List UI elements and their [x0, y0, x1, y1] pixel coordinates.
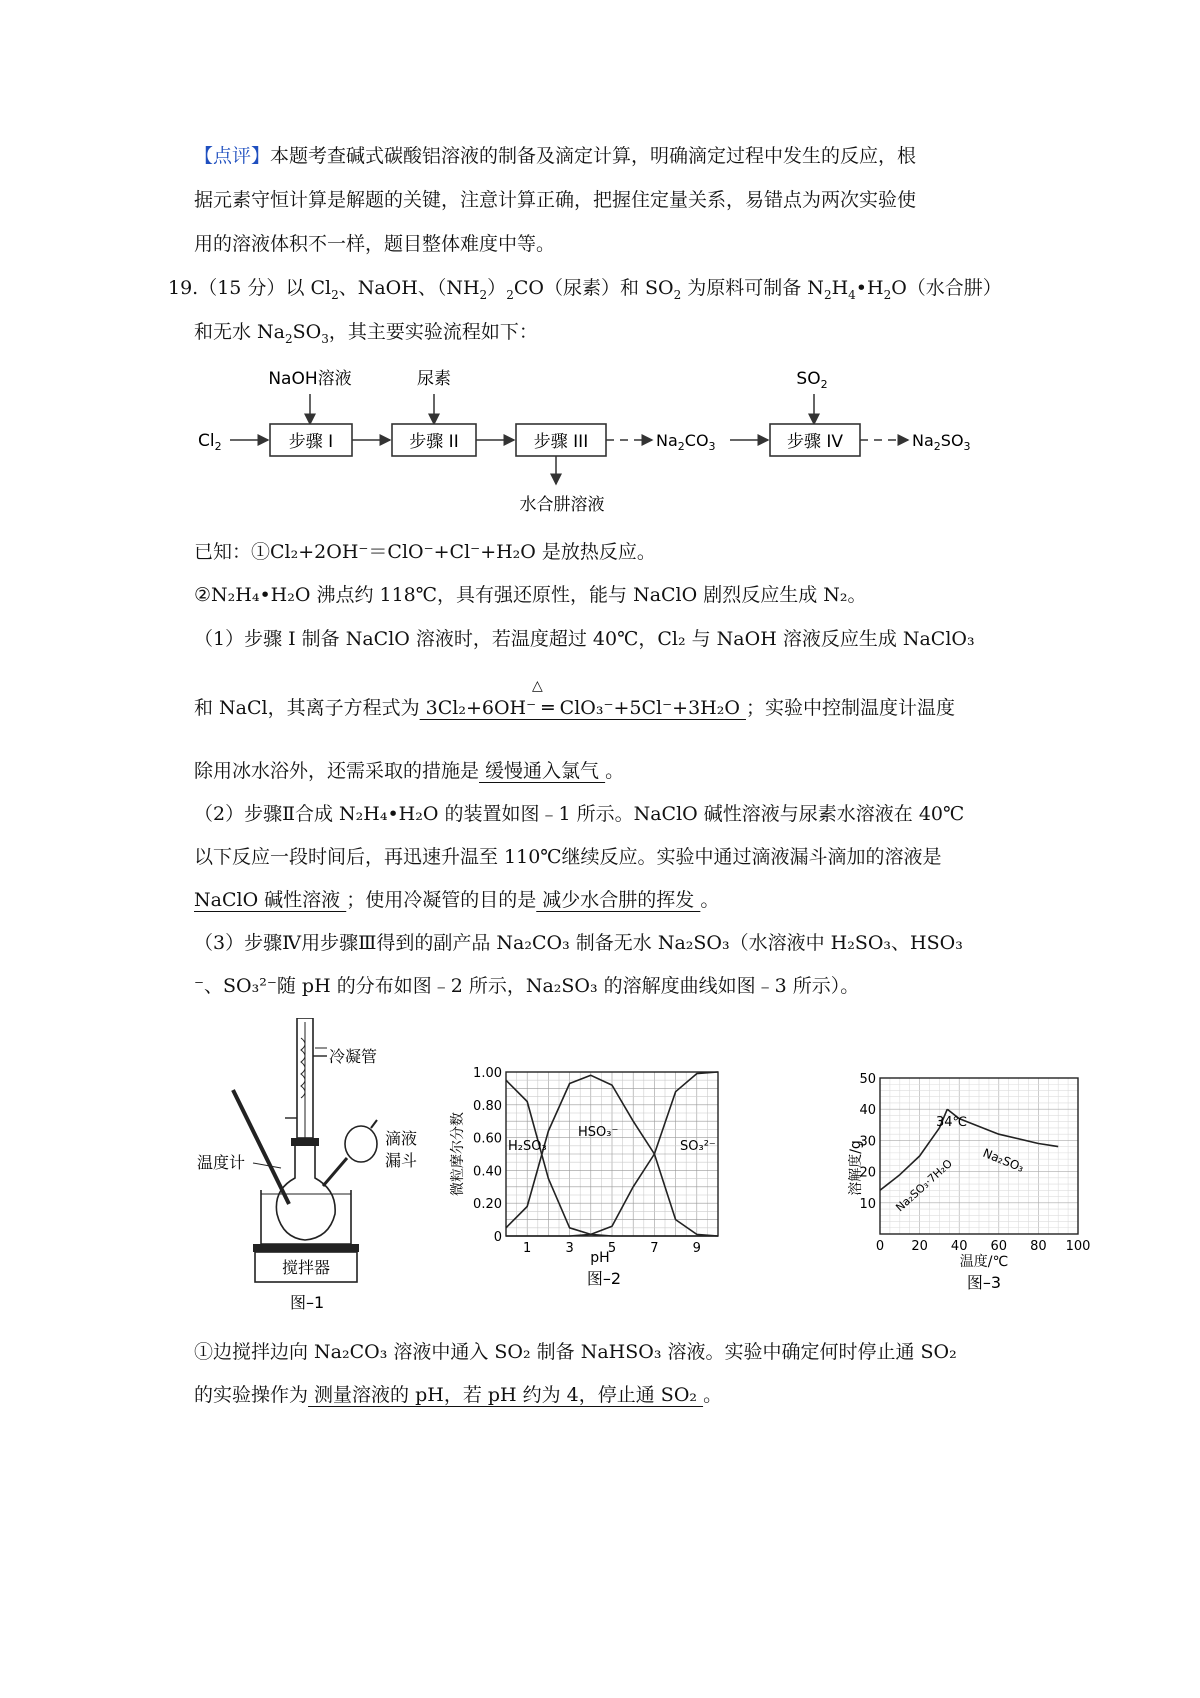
- figure-2-distribution-chart: [448, 1064, 738, 1294]
- known-line-1: 已知：①Cl₂+2OH⁻＝ClO⁻+Cl⁻+H₂O 是放热反应。: [194, 541, 656, 563]
- heat-symbol: △: [532, 678, 543, 694]
- fig3-peak-label: 34℃: [936, 1115, 968, 1130]
- fig3-curve-label-anhydrous: Na₂SO₃: [980, 1145, 1027, 1175]
- so2-label: $SO_2$: [796, 369, 828, 391]
- answer-condenser-purpose: 减少水合肼的挥发: [536, 889, 701, 911]
- step1-label: 步骤 I: [288, 432, 334, 452]
- hydrazine-product-label: 水合肼溶液: [519, 495, 605, 515]
- fig2-ytick-label: 0.60: [473, 1131, 502, 1147]
- fig2-ytick-label: 0: [493, 1230, 502, 1245]
- naoh-label: NaOH溶液: [268, 369, 352, 389]
- comment-line-2: 据元素守恒计算是解题的关键，注意计算正确，把握住定量关系，易错点为两次实验使: [194, 189, 917, 211]
- fig3-xtick-label: 60: [990, 1239, 1008, 1254]
- part1-line-3: 除用冰水浴外，还需采取的措施是 缓慢通入氯气 。: [194, 760, 625, 782]
- figure-3-solubility-chart: [848, 1058, 1098, 1298]
- fig2-series-label-so3: SO₃²⁻: [680, 1139, 716, 1154]
- part1-line-2: 和 NaCl，其离子方程式为 3Cl₂+6OH⁻ ═ ClO₃⁻+5Cl⁻+3H₂O ；实验中控制温度计温度: [194, 697, 955, 719]
- comment-line-1: 【点评】本题考查碱式碳酸铝溶液的制备及滴定计算，明确滴定过程中发生的反应，根: [194, 145, 917, 167]
- stirrer-label: 搅拌器: [281, 1258, 331, 1277]
- question-number: 19.: [168, 277, 199, 299]
- step3-label: 步骤 III: [533, 432, 589, 452]
- fig2-xtick-label: 9: [692, 1241, 701, 1256]
- fig3-xlabel: 温度/℃: [959, 1254, 1009, 1270]
- fig3-xtick-label: 40: [950, 1239, 968, 1254]
- part3-line-1: （3）步骤Ⅳ用步骤Ⅲ得到的副产品 Na₂CO₃ 制备无水 Na₂SO₃（水溶液中 H₂SO₃、HSO₃: [194, 932, 963, 954]
- part2-line-1: （2）步骤Ⅱ合成 N₂H₄•H₂O 的装置如图﹣1 所示。NaClO 碱性溶液与尿素水溶液在 40℃: [194, 803, 965, 825]
- answer-ionic-equation: 3Cl₂+6OH⁻ ═ ClO₃⁻+5Cl⁻+3H₂O: [419, 697, 746, 719]
- fig3-ytick-label: 50: [859, 1072, 876, 1087]
- fig3-xtick-label: 100: [1065, 1239, 1091, 1254]
- fig3-ytick-label: 30: [859, 1134, 876, 1150]
- answer-stop-so2: 测量溶液的 pH，若 pH 约为 4，停止通 SO₂: [308, 1384, 704, 1406]
- urea-label: 尿素: [417, 369, 451, 389]
- thermometer-label: 温度计: [197, 1153, 246, 1172]
- fig2-ylabel: 微粒摩尔分数: [450, 1112, 466, 1196]
- fig2-xtick-label: 7: [650, 1241, 659, 1256]
- part3-q1-line-1: ①边搅拌边向 Na₂CO₃ 溶液中通入 SO₂ 制备 NaHSO₃ 溶液。实验中确定何时停止通 SO₂: [194, 1341, 957, 1363]
- comment-tag: 【点评】: [194, 145, 271, 167]
- fig3-ylabel: 溶解度/g: [848, 1140, 864, 1196]
- step2-label: 步骤 II: [409, 432, 459, 452]
- fig2-grid: [506, 1072, 718, 1236]
- part2-line-3: NaClO 碱性溶液 ；使用冷凝管的目的是 减少水合肼的挥发 。: [194, 889, 720, 911]
- step4-label: 步骤 IV: [786, 432, 844, 452]
- fig2-xtick-label: 3: [565, 1241, 574, 1256]
- part2-line-2: 以下反应一段时间后，再迅速升温至 110℃继续反应。实验中通过滴液漏斗滴加的溶液是: [194, 846, 942, 868]
- fig2-xtick-label: 5: [607, 1241, 617, 1256]
- process-flow-diagram: [190, 358, 990, 518]
- fig2-ytick-label: 0.40: [473, 1164, 502, 1180]
- fig2-ytick-label: 1.00: [473, 1066, 502, 1081]
- funnel-label-1: 滴液: [385, 1129, 418, 1148]
- question-line-2: 和无水 $Na_2SO_3$，其主要实验流程如下：: [194, 321, 538, 346]
- part3-q1-line-2: 的实验操作为 测量溶液的 pH，若 pH 约为 4，停止通 SO₂ 。: [194, 1384, 723, 1406]
- fig3-ytick-label: 40: [859, 1103, 876, 1119]
- part3-line-2: ⁻、SO₃²⁻随 pH 的分布如图﹣2 所示，Na₂SO₃ 的溶解度曲线如图﹣3 所示）。: [194, 975, 860, 997]
- fig3-xtick-label: 20: [911, 1239, 928, 1254]
- fig2-ytick-label: 0.20: [473, 1197, 502, 1213]
- fig2-caption: 图–2: [586, 1269, 622, 1288]
- comment-line-3: 用的溶液体积不一样，题目整体难度中等。: [194, 233, 556, 255]
- fig3-ytick-label: 20: [859, 1165, 876, 1181]
- fig3-curve-label-hydrate: Na₂SO₃·7H₂O: [893, 1156, 955, 1215]
- part1-line-1: （1）步骤 I 制备 NaClO 溶液时，若温度超过 40℃，Cl₂ 与 NaOH 溶液反应生成 NaClO₃: [194, 628, 975, 650]
- answer-measure: 缓慢通入氯气: [479, 760, 606, 782]
- known-line-2: ②N₂H₄•H₂O 沸点约 118℃，具有强还原性，能与 NaClO 剧烈反应生成 N₂。: [194, 584, 867, 606]
- fig2-ytick-label: 0.80: [473, 1098, 502, 1114]
- fig2-series-label-h2so3: H₂SO₃: [508, 1139, 547, 1154]
- na2co3-label: $Na_2CO_3$: [656, 431, 716, 453]
- fig3-caption: 图–3: [966, 1273, 1002, 1292]
- fig2-xtick-label: 1: [523, 1241, 532, 1256]
- fig2-xlabel: pH: [590, 1250, 610, 1266]
- cl2-label: $Cl_2$: [198, 431, 222, 453]
- question-line-1: 19.（15 分）以 $Cl_2$、NaOH、$(NH_2)_2CO$（尿素）和 $SO_2$ 为原料可制备 $N_2H_4•H_2O$（水合肼）: [168, 277, 1002, 302]
- fig2-series-label-hso3: HSO₃⁻: [578, 1125, 619, 1140]
- fig3-xtick-label: 80: [1030, 1239, 1047, 1254]
- figure-1-apparatus: [195, 1018, 455, 1318]
- na2so3-label: $Na_2SO_3$: [912, 431, 971, 453]
- figure-1-caption: 图–1: [290, 1293, 325, 1312]
- funnel-label-2: 漏斗: [385, 1151, 418, 1170]
- answer-dripping-solution: NaClO 碱性溶液: [194, 889, 347, 911]
- fig3-ytick-label: 10: [859, 1196, 876, 1212]
- fig3-xtick-label: 0: [875, 1239, 885, 1254]
- condenser-label: 冷凝管: [329, 1047, 378, 1066]
